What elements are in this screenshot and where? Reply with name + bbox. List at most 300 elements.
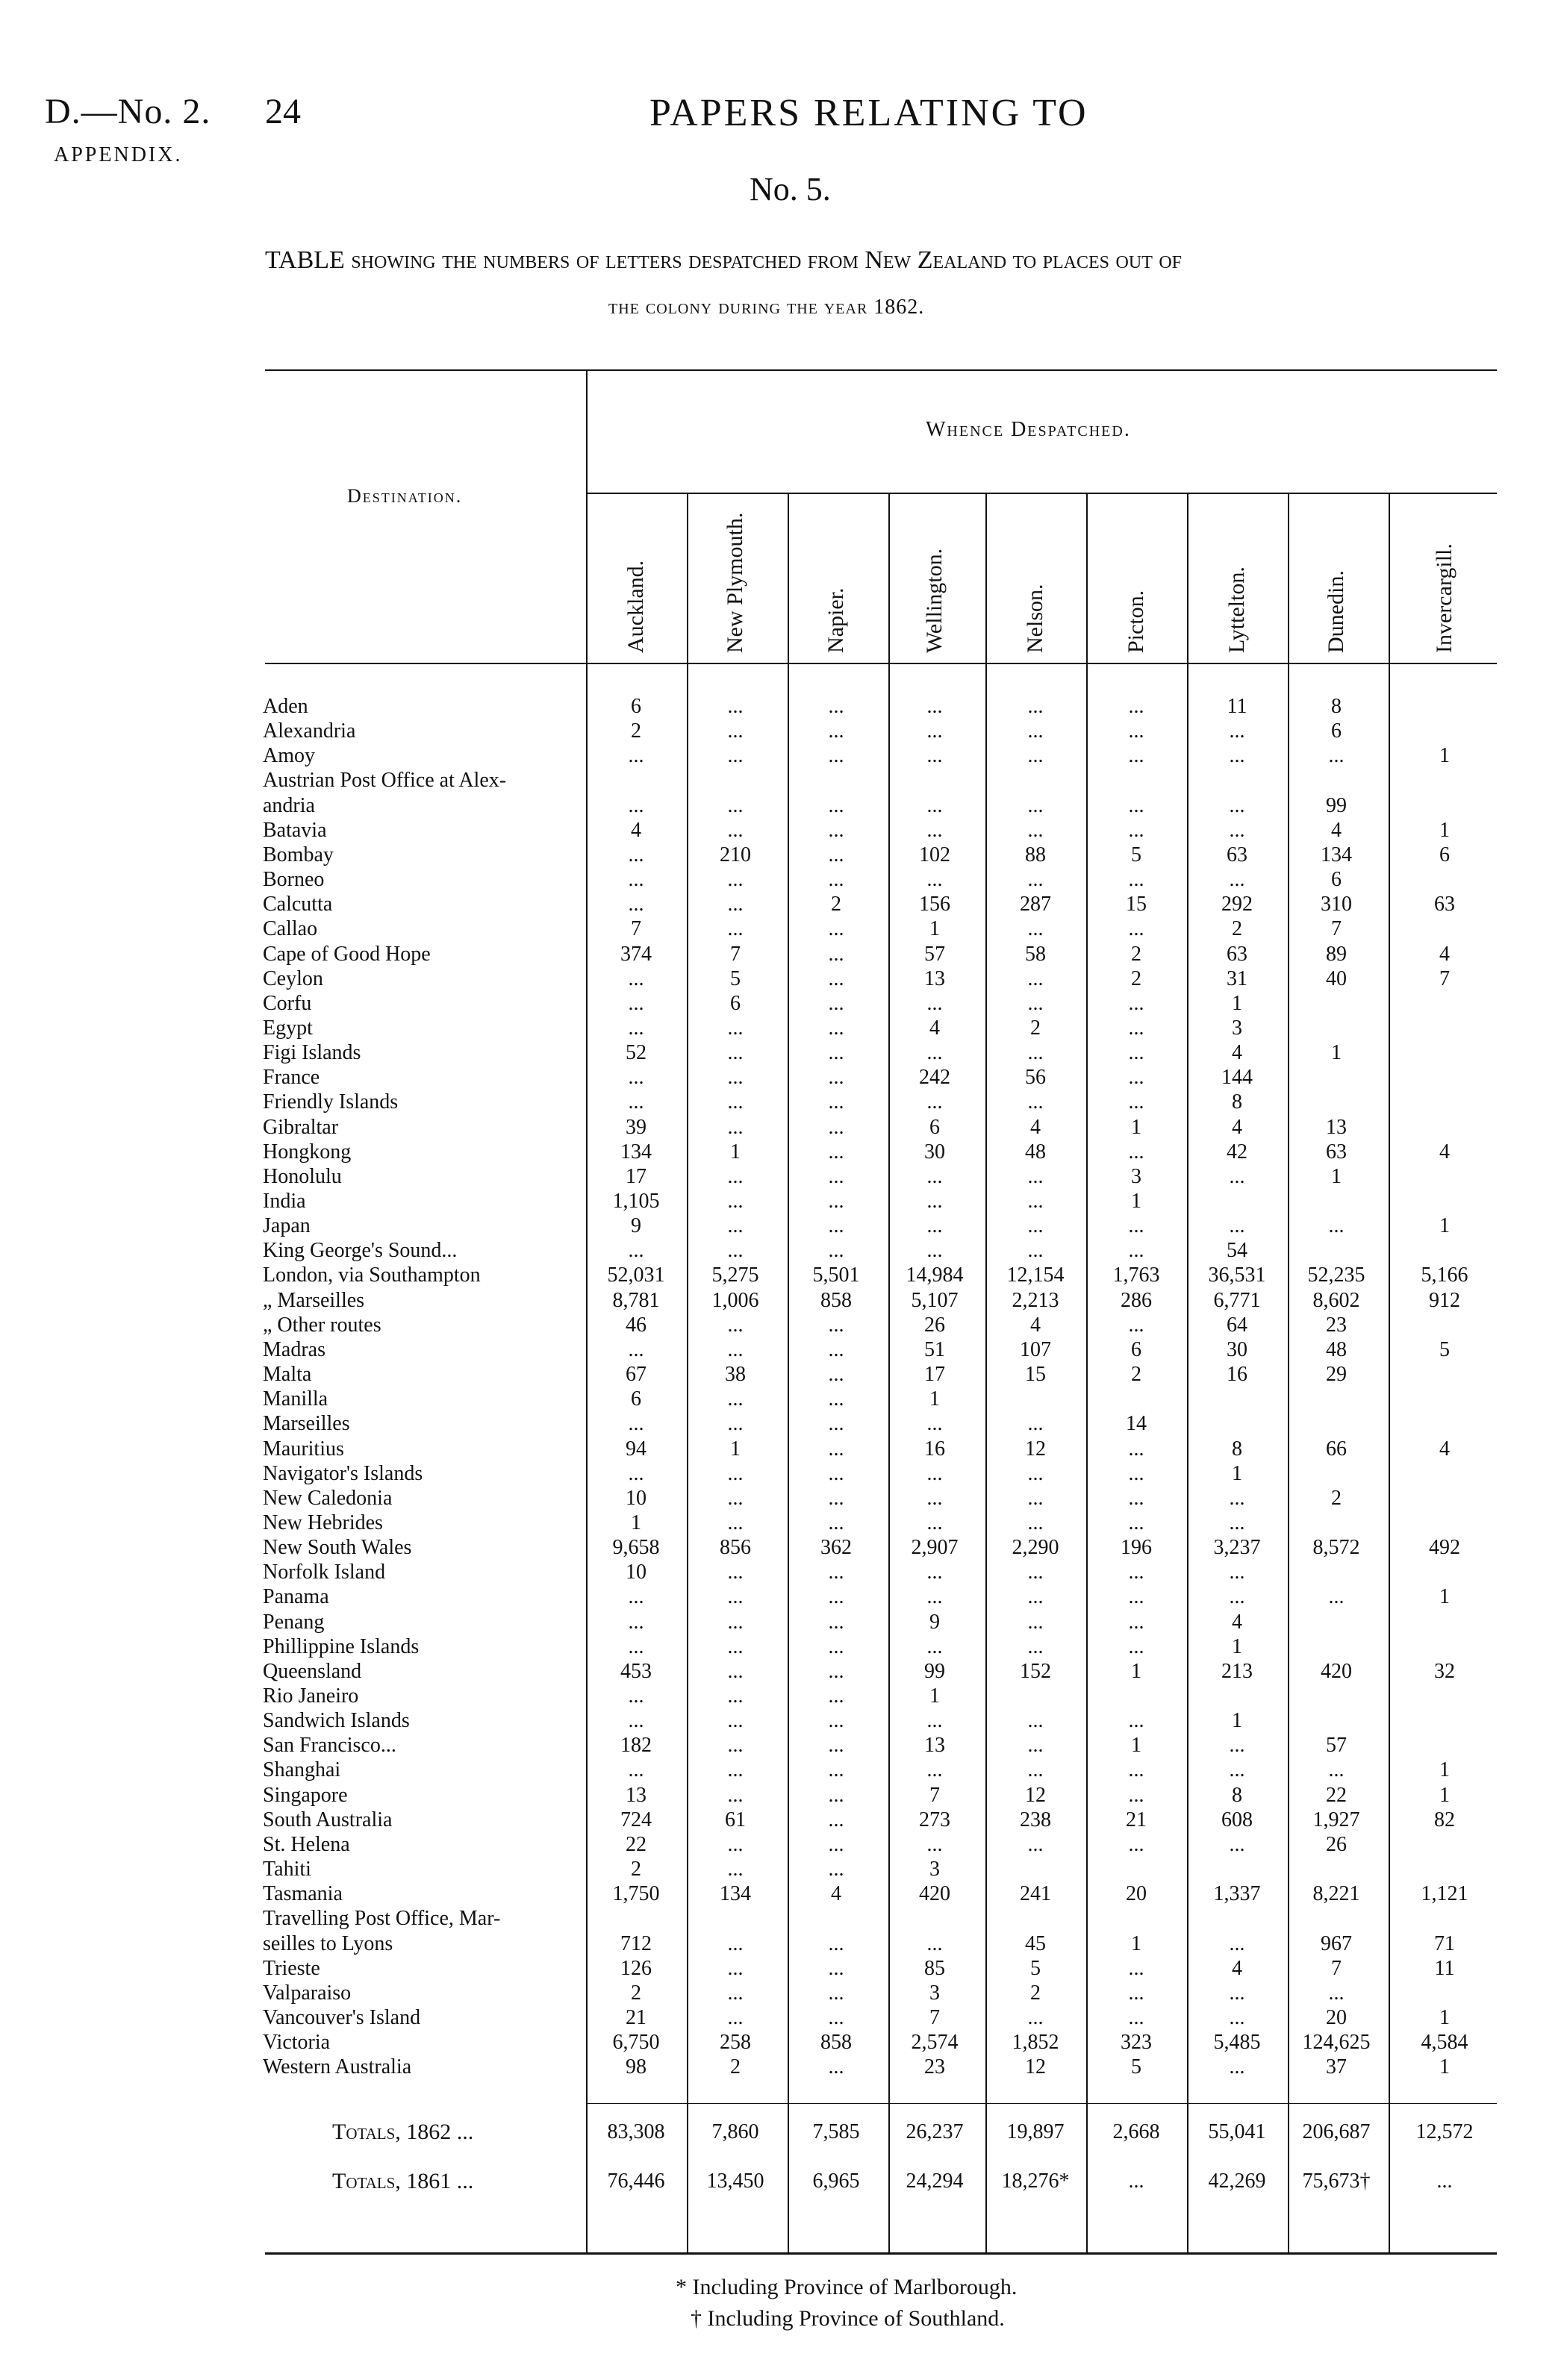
value-cell: 63 [1227,843,1247,866]
table-row [0,892,1564,916]
value-cell: 2 [1030,1981,1041,2005]
value-cell: ... [628,868,644,892]
column-header: Lyttelton. [1224,566,1249,653]
value-cell: 156 [919,893,950,916]
value-cell: 2 [1232,917,1242,941]
value-cell: ... [1027,744,1044,768]
value-cell: ... [727,1214,744,1238]
value-cell: ... [1328,1214,1345,1238]
table-row [0,1857,1564,1881]
value-cell: ... [727,1734,744,1758]
value-cell: ... [1436,2170,1453,2193]
value-cell: ... [926,868,943,892]
table-row [0,916,1564,941]
value-cell: 30 [1227,1337,1247,1361]
value-cell: ... [1128,2005,1144,2029]
destination-cell: South Australia [263,1808,393,1831]
value-cell: 11 [1434,1956,1455,1980]
value-cell: 1 [929,917,940,941]
value-cell: 40 [1326,966,1347,990]
value-cell: ... [1229,2055,1245,2079]
value-cell: 21 [626,2005,647,2029]
value-cell: 13 [924,1734,945,1758]
value-cell: ... [1128,1313,1144,1337]
value-cell: 1 [1131,1734,1141,1758]
value-cell: 1,121 [1421,1882,1468,1906]
value-cell: ... [926,744,943,768]
value-cell: ... [1027,1758,1044,1782]
value-cell: ... [1128,793,1144,817]
destination-cell: Malta [263,1363,312,1387]
value-cell: ... [1027,917,1044,941]
table-row [0,1584,1564,1609]
value-cell: 1 [1439,1585,1450,1609]
value-cell: 6 [631,1387,641,1411]
value-cell: 29 [1326,1363,1347,1387]
value-cell: ... [828,1337,844,1361]
value-cell: 7 [929,1783,940,1807]
value-cell: ... [926,1634,943,1658]
value-cell: 5,485 [1213,2031,1261,2055]
value-cell: 4 [1439,942,1450,966]
value-cell: ... [828,1981,844,2005]
destination-cell: Honolulu [263,1164,342,1188]
destination-cell: Sandwich Islands [263,1709,410,1733]
value-cell: ... [1229,1511,1245,1534]
value-cell: 1 [631,1511,641,1534]
value-cell: ... [828,1956,844,1980]
value-cell: 67 [626,1363,647,1387]
value-cell: ... [628,1337,644,1361]
value-cell: 14,984 [906,1264,964,1287]
value-cell: ... [727,1634,744,1658]
value-cell: ... [727,1461,744,1485]
value-cell: ... [828,793,844,817]
value-cell: 912 [1429,1288,1460,1312]
value-cell: ... [628,1239,644,1263]
value-cell: 712 [620,1931,652,1955]
footnote-southland: † Including Province of Southland. [691,2306,1005,2331]
value-cell: ... [926,793,943,817]
value-cell: 4 [929,1016,940,1040]
value-cell: ... [1128,1832,1144,1856]
table-row [0,1634,1564,1659]
value-cell: 5,501 [812,1264,860,1287]
table-row [0,719,1564,743]
value-cell: 16 [924,1437,945,1461]
table-top-rule [265,369,1497,371]
value-cell: ... [828,1412,844,1436]
value-cell: 57 [924,942,945,966]
value-cell: 1,927 [1312,1808,1360,1831]
value-cell: 20 [1126,1882,1147,1906]
value-cell: 1 [1439,818,1450,842]
value-cell: 3,237 [1213,1536,1261,1560]
destination-cell: Madras [263,1337,325,1361]
table-row [0,1783,1564,1808]
value-cell: ... [1027,1412,1044,1436]
value-cell: ... [828,991,844,1015]
value-cell: 19,897 [1006,2120,1065,2143]
value-cell: ... [926,1585,943,1609]
destination-cell: India [263,1190,306,1213]
value-cell: ... [1229,744,1245,768]
value-cell: ... [628,1709,644,1733]
value-cell: 76,446 [607,2170,665,2193]
value-cell: 2 [631,1858,641,1881]
value-cell: 12 [1025,2055,1046,2079]
table-row [0,1387,1564,1411]
value-cell: 12 [1025,1437,1046,1461]
value-cell: ... [727,1164,744,1188]
value-cell: 32 [1434,1659,1455,1683]
destination-cell: Egypt [263,1016,313,1040]
value-cell: 48 [1326,1337,1347,1361]
value-cell: ... [926,1412,943,1436]
destination-cell: Cape of Good Hope [263,942,431,966]
table-row [0,1981,1564,2005]
totals-label: Totals, 1861 ... [332,2169,474,2193]
table-row [0,1362,1564,1387]
value-cell: 5,107 [911,1288,959,1312]
value-cell: 5,275 [711,1264,759,1287]
value-cell: 5 [1030,1956,1041,1980]
value-cell: 85 [924,1956,945,1980]
destination-cell: Amoy [263,744,315,768]
value-cell: ... [1027,1190,1044,1213]
value-cell: ... [1027,1585,1044,1609]
value-cell: ... [727,2005,744,2029]
value-cell: ... [828,744,844,768]
value-cell: ... [1229,818,1245,842]
value-cell: ... [1328,1981,1345,2005]
table-row [0,1931,1564,1956]
value-cell: 12 [1025,1783,1046,1807]
value-cell: ... [828,1164,844,1188]
value-cell: ... [926,1486,943,1510]
value-cell: ... [828,2055,844,2079]
value-cell: ... [926,1041,943,1065]
value-cell: 1,852 [1012,2031,1059,2055]
value-cell: 9,658 [612,1536,660,1560]
value-cell: 134 [620,1140,652,1164]
table-row [0,1610,1564,1634]
value-cell: ... [1229,1486,1245,1510]
value-cell: 1 [1439,1783,1450,1807]
value-cell: 4 [1030,1313,1041,1337]
destination-cell: Norfolk Island [263,1561,386,1584]
value-cell: 1 [1232,1461,1242,1485]
value-cell: 420 [1321,1659,1352,1683]
value-cell: 4 [831,1882,841,1906]
value-cell: 30 [924,1140,945,1164]
value-cell: ... [1128,1239,1144,1263]
value-cell: 4 [1331,818,1342,842]
value-cell: 13 [626,1783,647,1807]
table-row [0,843,1564,867]
value-cell: 17 [626,1164,647,1188]
destination-cell: Friendly Islands [263,1090,399,1114]
value-cell: ... [727,1858,744,1881]
value-cell: 2 [1131,942,1141,966]
value-cell: 15 [1126,893,1147,916]
value-cell: ... [1027,991,1044,1015]
value-cell: 1 [1439,2055,1450,2079]
table-caption-line2: the colony during the year 1862. [608,296,925,319]
value-cell: ... [828,966,844,990]
value-cell: 54 [1227,1239,1247,1263]
value-cell: ... [727,1387,744,1411]
value-cell: ... [1128,917,1144,941]
value-cell: ... [727,1066,744,1090]
value-cell: 56 [1025,1066,1046,1090]
value-cell: ... [628,1016,644,1040]
value-cell: 1 [1131,1190,1141,1213]
header-bottom-rule [265,663,1497,664]
value-cell: 5,166 [1421,1264,1468,1287]
value-cell: 2 [1131,1363,1141,1387]
value-cell: 7 [929,2005,940,2029]
value-cell: 2,907 [911,1536,959,1560]
value-cell: ... [1027,1090,1044,1114]
table-row [0,818,1564,843]
value-cell: 20 [1326,2005,1347,2029]
value-cell: ... [628,1758,644,1782]
value-cell: ... [727,1190,744,1213]
value-cell: 52,031 [607,1264,665,1287]
value-cell: 858 [820,2031,852,2055]
table-row [0,1461,1564,1486]
value-cell: 7,585 [812,2120,860,2143]
table-row [0,1313,1564,1337]
value-cell: 10 [626,1486,647,1510]
destination-cell: Victoria [263,2031,331,2055]
value-cell: 8 [1232,1783,1242,1807]
value-cell: 1,006 [711,1288,759,1312]
value-cell: ... [727,1981,744,2005]
table-row [0,1684,1564,1708]
value-cell: ... [828,917,844,941]
table-row [0,1016,1564,1040]
value-cell: ... [727,1783,744,1807]
value-cell: ... [828,1313,844,1337]
value-cell: ... [926,1931,943,1955]
footnote-marlborough: * Including Province of Marlborough. [676,2275,1018,2299]
value-cell: ... [926,695,943,718]
value-cell: ... [1128,1634,1144,1658]
value-cell: 5 [1131,2055,1141,2079]
value-cell: 6 [730,991,741,1015]
destination-cell: Borneo [263,868,325,892]
value-cell: ... [727,1610,744,1634]
value-cell: ... [727,1511,744,1534]
value-cell: 6,750 [612,2031,660,2055]
destination-cell: Hongkong [263,1140,352,1164]
value-cell: ... [926,1190,943,1213]
table-caption: TABLE showing the numbers of letters despatched from New Zealand to places out of [265,246,1183,274]
value-cell: ... [1027,1561,1044,1584]
value-cell: 4 [1232,1115,1242,1139]
value-cell: ... [828,1783,844,1807]
value-cell: 6 [929,1115,940,1139]
value-cell: ... [727,1758,744,1782]
value-cell: ... [1229,1931,1245,1955]
destination-cell: New Caledonia [263,1486,393,1510]
value-cell: ... [828,1363,844,1387]
destination-cell: Austrian Post Office at Alex- [263,769,507,793]
value-cell: 46 [626,1313,647,1337]
value-cell: 16 [1227,1363,1247,1387]
value-cell: ... [828,1858,844,1881]
value-cell: ... [727,695,744,718]
value-cell: 13 [924,966,945,990]
value-cell: 6 [1131,1337,1141,1361]
destination-cell: King George's Sound... [263,1239,458,1263]
value-cell: ... [926,1511,943,1534]
value-cell: ... [828,1437,844,1461]
value-cell: 7 [1331,917,1342,941]
value-cell: 8 [1232,1090,1242,1114]
value-cell: 3 [929,1981,940,2005]
value-cell: 52 [626,1041,647,1065]
destination-cell: Gibraltar [263,1115,339,1139]
value-cell: ... [1128,1783,1144,1807]
value-cell: ... [1027,1461,1044,1485]
value-cell: 63 [1227,942,1247,966]
value-cell: ... [1027,1832,1044,1856]
value-cell: ... [628,1461,644,1485]
table-row [0,793,1564,818]
value-cell: 134 [720,1882,751,1906]
value-cell: ... [828,1808,844,1831]
table-bottom-rule [265,2252,1497,2255]
value-cell: ... [828,1734,844,1758]
destination-cell: Shanghai [263,1758,341,1782]
destination-cell: Navigator's Islands [263,1461,423,1485]
value-cell: 4,584 [1421,2031,1468,2055]
totals-label: Totals, 1862 ... [332,2120,474,2144]
value-cell: ... [828,1561,844,1584]
value-cell: 48 [1025,1140,1046,1164]
column-header: Auckland. [623,560,648,653]
destination-cell: Travelling Post Office, Mar- [263,1907,501,1931]
value-cell: ... [1128,1981,1144,2005]
value-cell: 4 [1232,1956,1242,1980]
value-cell: ... [828,1239,844,1263]
value-cell: ... [727,868,744,892]
value-cell: ... [1229,719,1245,743]
value-cell: 724 [620,1808,652,1831]
value-cell: ... [1027,793,1044,817]
value-cell: ... [926,1709,943,1733]
value-cell: 210 [720,843,751,866]
destination-cell: Figi Islands [263,1041,361,1065]
value-cell: 102 [919,843,950,866]
value-cell: 94 [626,1437,647,1461]
destination-cell: Corfu [263,991,312,1015]
destination-cell: „ Marseilles [263,1288,365,1312]
value-cell: 2,574 [911,2031,959,2055]
value-cell: ... [727,818,744,842]
value-cell: 1,105 [612,1190,660,1213]
value-cell: 2 [1131,966,1141,990]
destination-cell: Japan [263,1214,311,1238]
value-cell: 42 [1227,1140,1247,1164]
value-cell: 36,531 [1208,1264,1266,1287]
value-cell: 3 [1131,1164,1141,1188]
value-cell: ... [828,1486,844,1510]
value-cell: ... [1128,744,1144,768]
value-cell: 7 [1439,966,1450,990]
page-number: 24 [265,92,301,131]
value-cell: 4 [1030,1115,1041,1139]
table-row [0,942,1564,966]
value-cell: 6 [1331,868,1342,892]
value-cell: 98 [626,2055,647,2079]
value-cell: 2,668 [1112,2120,1160,2143]
value-cell: 2 [1331,1486,1342,1510]
table-row [0,1708,1564,1733]
table-row [0,1437,1564,1461]
table-row [0,1189,1564,1214]
value-cell: 241 [1020,1882,1051,1906]
value-cell: ... [828,868,844,892]
table-row [0,1040,1564,1065]
value-cell: 856 [720,1536,751,1560]
value-cell: 3 [1232,1016,1242,1040]
value-cell: 58 [1025,942,1046,966]
value-cell: 23 [1326,1313,1347,1337]
value-cell: 99 [1326,793,1347,817]
table-row [0,1956,1564,1981]
destination-cell: Panama [263,1585,329,1609]
value-cell: 4 [631,818,641,842]
destination-cell: San Francisco... [263,1734,396,1758]
destination-cell: Rio Janeiro [263,1684,359,1708]
value-cell: 2 [1030,1016,1041,1040]
value-cell: ... [828,1016,844,1040]
destination-cell: Ceylon [263,966,323,990]
value-cell: ... [727,1832,744,1856]
value-cell: ... [828,1115,844,1139]
value-cell: 292 [1221,893,1253,916]
value-cell: ... [828,942,844,966]
destination-cell: Marseilles [263,1412,350,1436]
value-cell: 22 [626,1832,647,1856]
value-cell: 66 [1326,1437,1347,1461]
value-cell: ... [727,1016,744,1040]
value-cell: 26 [924,1313,945,1337]
value-cell: ... [1027,966,1044,990]
destination-cell: Bombay [263,843,334,866]
value-cell: ... [1027,719,1044,743]
value-cell: ... [1027,1634,1044,1658]
value-cell: 51 [924,1337,945,1361]
value-cell: 12,154 [1006,1264,1065,1287]
value-cell: ... [628,991,644,1015]
destination-cell: Tahiti [263,1858,311,1881]
value-cell: ... [628,1610,644,1634]
value-cell: 5 [730,966,741,990]
value-cell: ... [1229,1981,1245,2005]
value-cell: 1 [1439,744,1450,768]
table-row [0,1808,1564,1832]
value-cell: ... [828,1832,844,1856]
value-cell: ... [1128,1461,1144,1485]
value-cell: ... [926,1090,943,1114]
value-cell: 2 [631,1981,641,2005]
value-cell: ... [1128,1140,1144,1164]
